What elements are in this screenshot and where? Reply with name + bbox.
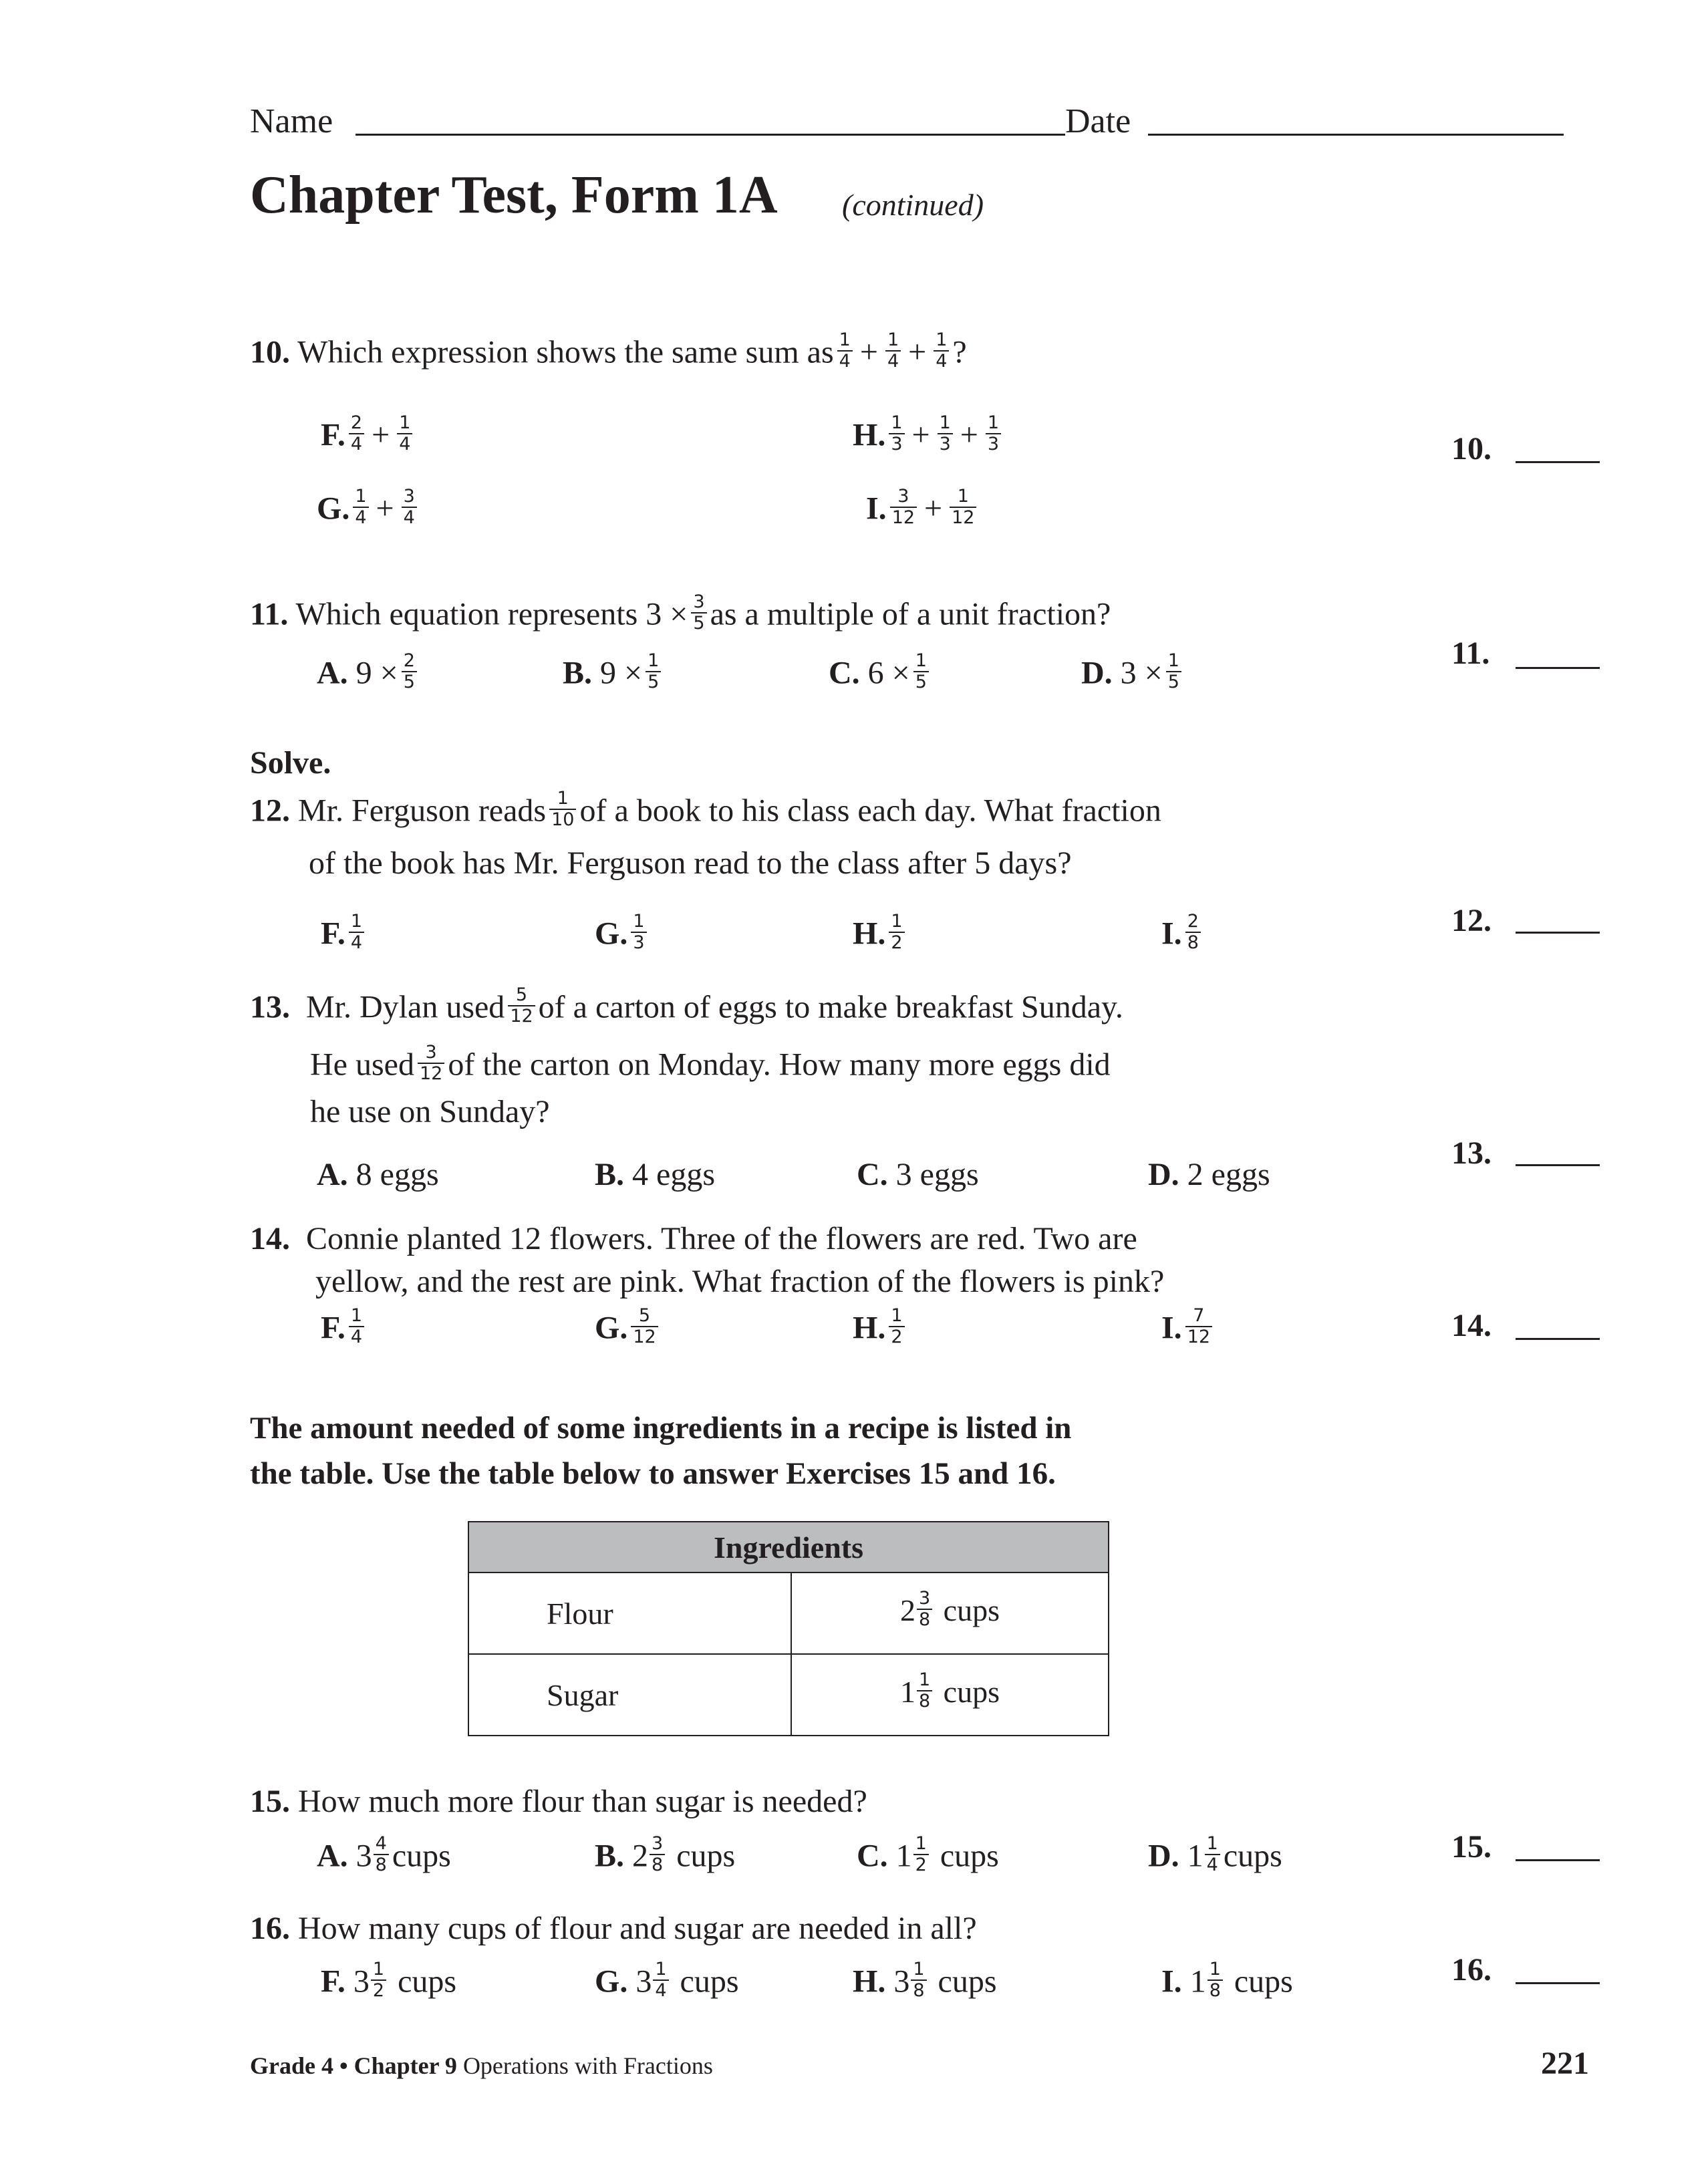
table-header-row	[468, 1522, 1109, 1573]
answer-blank-12[interactable]	[1516, 932, 1600, 934]
date-field[interactable]	[1148, 134, 1564, 136]
table-row	[468, 1654, 1109, 1736]
footer-label: Grade 4 • Chapter 9 Operations with Fractions	[250, 2052, 713, 2079]
page-subtitle: (continued)	[842, 188, 984, 222]
question-13-line-2: He used $\frac{3}{12}$ of the carton on Monday. How many more eggs did	[310, 1042, 1111, 1085]
option-10-f[interactable]: F. $\frac{2}{4}$ + $\frac{1}{4}$	[321, 417, 416, 458]
fraction: $\frac{1}{4}$	[934, 330, 949, 372]
answer-label-15: 15.	[1451, 1829, 1492, 1865]
option-16-g[interactable]: G. 3 $\frac{1}{4}$ cups	[595, 1959, 739, 2002]
option-10-g[interactable]: G. $\frac{1}{4}$ + $\frac{3}{4}$	[317, 491, 420, 532]
table-cell-label: Flour	[468, 1573, 791, 1654]
option-16-h[interactable]: H. 3 $\frac{1}{8}$ cups	[853, 1959, 997, 2002]
option-14-f[interactable]: F. $\frac{1}{4}$	[321, 1310, 368, 1351]
option-11-b[interactable]: B. 9 × $\frac{1}{5}$	[563, 655, 664, 696]
option-12-h[interactable]: H. $\frac{1}{2}$	[853, 916, 908, 957]
question-14: 14. Connie planted 12 flowers. Three of the flowers are red. Two are	[250, 1221, 1137, 1256]
answer-label-11: 11.	[1451, 636, 1490, 671]
question-13-line-3: he use on Sunday?	[310, 1094, 550, 1129]
table-cell-value: 1 $\frac{1}{8}$ cups	[791, 1654, 1109, 1736]
question-10: 10. Which expression shows the same sum as $\frac{1}{4}$ + $\frac{1}{4}$ + $\frac{1}{4}$ ?	[250, 329, 967, 372]
option-15-d[interactable]: D. 1 $\frac{1}{4}$ cups	[1148, 1833, 1282, 1876]
question-14-line-2: yellow, and the rest are pink. What fraction of the flowers is pink?	[315, 1264, 1165, 1299]
question-16: 16. How many cups of flour and sugar are needed in all?	[250, 1911, 977, 1946]
option-13-a[interactable]: A. 8 eggs	[317, 1157, 439, 1192]
option-10-i[interactable]: I. $\frac{3}{12}$ + $\frac{1}{12}$	[866, 491, 980, 532]
option-14-g[interactable]: G. $\frac{5}{12}$	[595, 1310, 662, 1351]
table-header: Ingredients	[468, 1522, 1109, 1573]
option-14-i[interactable]: I. $\frac{7}{12}$	[1161, 1310, 1216, 1351]
ingredients-table	[468, 1521, 1109, 1736]
name-label: Name	[250, 102, 333, 140]
question-11: 11. Which equation represents 3 × $\frac{3}{5}$ as a multiple of a unit fraction?	[250, 591, 1111, 634]
option-10-h[interactable]: H. $\frac{1}{3}$ + $\frac{1}{3}$ + $\frac{1}{3}$	[853, 417, 1004, 458]
fraction: $\frac{1}{4}$	[885, 330, 901, 372]
option-13-c[interactable]: C. 3 eggs	[857, 1157, 979, 1192]
option-15-b[interactable]: B. 2 $\frac{3}{8}$ cups	[595, 1833, 736, 1876]
option-16-i[interactable]: I. 1 $\frac{1}{8}$ cups	[1161, 1959, 1293, 2002]
answer-label-14: 14.	[1451, 1308, 1492, 1343]
date-label: Date	[1065, 102, 1131, 140]
table-intro-line-1: The amount needed of some ingredients in a recipe is listed in	[250, 1411, 1072, 1446]
option-13-b[interactable]: B. 4 eggs	[595, 1157, 715, 1192]
option-12-i[interactable]: I. $\frac{2}{8}$	[1161, 916, 1204, 957]
option-12-g[interactable]: G. $\frac{1}{3}$	[595, 916, 650, 957]
option-15-c[interactable]: C. 1 $\frac{1}{2}$ cups	[857, 1833, 999, 1876]
answer-blank-13[interactable]	[1516, 1164, 1600, 1166]
answer-blank-11[interactable]	[1516, 667, 1600, 669]
question-13: 13. Mr. Dylan used $\frac{5}{12}$ of a carton of eggs to make breakfast Sunday.	[250, 984, 1123, 1027]
solve-label: Solve.	[250, 745, 331, 781]
question-15: 15. How much more flour than sugar is needed?	[250, 1784, 867, 1819]
table-intro-line-2: the table. Use the table below to answer Exercises 15 and 16.	[250, 1456, 1056, 1491]
answer-blank-15[interactable]	[1516, 1859, 1600, 1861]
question-12-line-2: of the book has Mr. Ferguson read to the class after 5 days?	[309, 845, 1072, 881]
table-row	[468, 1573, 1109, 1654]
option-12-f[interactable]: F. $\frac{1}{4}$	[321, 916, 368, 957]
answer-label-12: 12.	[1451, 903, 1492, 938]
option-15-a[interactable]: A. 3 $\frac{4}{8}$ cups	[317, 1833, 451, 1876]
option-11-a[interactable]: A. 9 × $\frac{2}{5}$	[317, 655, 420, 696]
answer-label-16: 16.	[1451, 1952, 1492, 1988]
page-number: 221	[1541, 2046, 1589, 2081]
option-16-f[interactable]: F. 3 $\frac{1}{2}$ cups	[321, 1959, 457, 2002]
answer-label-10: 10.	[1451, 431, 1492, 466]
answer-blank-14[interactable]	[1516, 1338, 1600, 1340]
question-12: 12. Mr. Ferguson reads $\frac{1}{10}$ of a book to his class each day. What fraction	[250, 788, 1161, 831]
answer-blank-16[interactable]	[1516, 1982, 1600, 1984]
fraction: $\frac{1}{4}$	[837, 330, 853, 372]
option-13-d[interactable]: D. 2 eggs	[1148, 1157, 1270, 1192]
option-11-d[interactable]: D. 3 × $\frac{1}{5}$	[1081, 655, 1185, 696]
answer-label-13: 13.	[1451, 1135, 1492, 1171]
page-title: Chapter Test, Form 1A	[250, 166, 778, 225]
table-cell-label: Sugar	[468, 1654, 791, 1736]
name-field[interactable]	[356, 134, 1065, 136]
option-11-c[interactable]: C. 6 × $\frac{1}{5}$	[829, 655, 932, 696]
answer-blank-10[interactable]	[1516, 461, 1600, 463]
option-14-h[interactable]: H. $\frac{1}{2}$	[853, 1310, 908, 1351]
table-cell-value: 2 $\frac{3}{8}$ cups	[791, 1573, 1109, 1654]
